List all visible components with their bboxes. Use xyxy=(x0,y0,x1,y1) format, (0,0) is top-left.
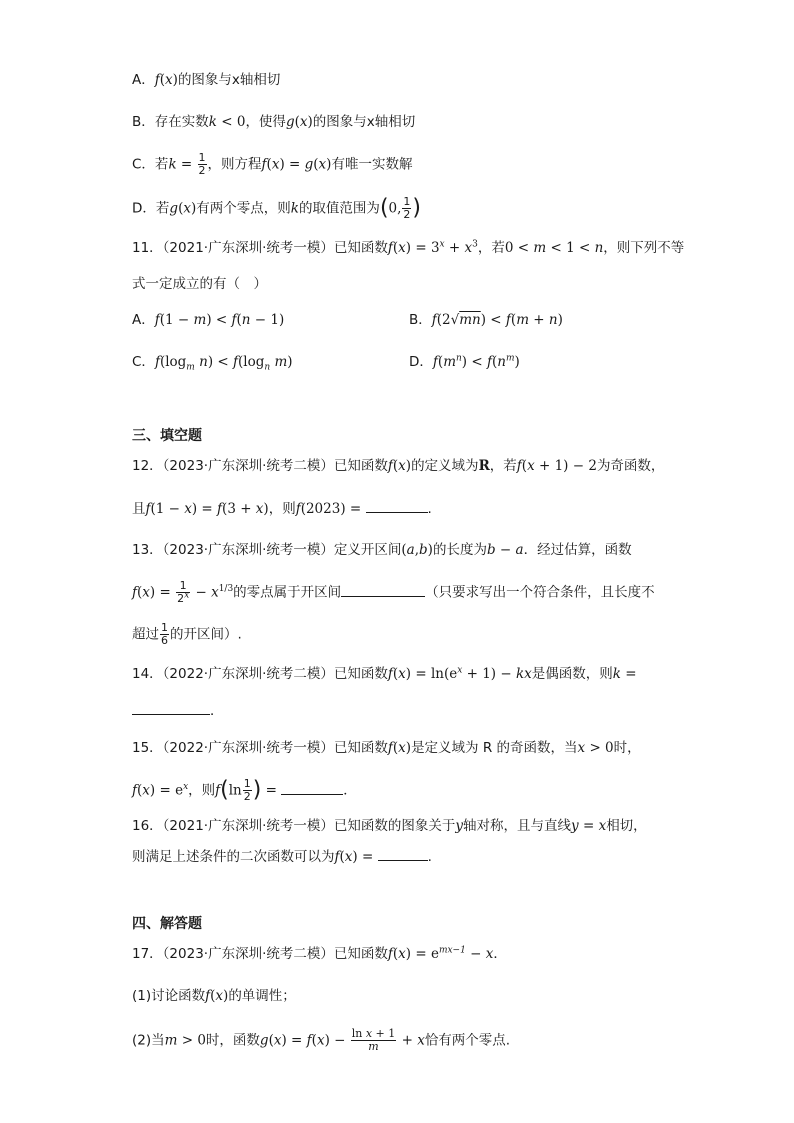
answer-blank[interactable] xyxy=(341,582,425,597)
math-fx: f xyxy=(154,72,160,88)
q13-line3: 超过 $\frac{1}{6}$ 的开区间）. xyxy=(132,621,242,647)
q12-line1: 12．（2023·广东深圳·统考二模）已知函数f(x)的定义域为R，若f(x + 1) − 2为奇函数， xyxy=(132,458,665,474)
q13-line1: 13．（2023·广东深圳·统考一模）定义开区间(a,b)的长度为b − a．经过估算，函数 xyxy=(132,542,632,558)
answer-blank[interactable] xyxy=(281,780,343,795)
q10-option-d: D．若g(x)有两个零点，则k的取值范围为(0, $\frac{1}{2}$ ) xyxy=(132,195,422,221)
q10-option-b: B．存在实数k < 0，使得g(x)的图象与x轴相切 xyxy=(132,114,416,130)
answer-blank[interactable] xyxy=(366,498,428,513)
q15-line2: $f(x) = e^x$，则f(ln $\frac{1}{2}$ ) = ． xyxy=(132,777,357,803)
section-title-fill-in: 三、填空题 xyxy=(132,428,202,444)
q11-stem: 11．（2021·广东深圳·统考一模）已知函数$f(x) = 3^x + x^3$，若0 < m < 1 < n，则下列不等 xyxy=(132,239,685,256)
q11-option-b: B．f(2√mn) < f(m + n) xyxy=(409,312,563,328)
q17-part2: (2)当m > 0时，函数g(x) = f(x) − $\frac{\text{ln x + 1}}{m}$ + x恰有两个零点. xyxy=(132,1027,511,1053)
fraction-one-half: $\frac{1}{2}$ xyxy=(198,151,206,177)
q11-option-a: A．f(1 − m) < f(n − 1) xyxy=(132,312,285,328)
q13-line2: f(x) = $\frac{1}{2^x}$ − $x^{1/3}$的零点属于开区间 （只要求写出一个符合条件，且长度不 xyxy=(132,579,655,605)
q11-stem-line2: 式一定成立的有（ ） xyxy=(132,276,267,292)
answer-blank[interactable] xyxy=(378,846,428,861)
q14-line2: ． xyxy=(132,700,224,721)
q16-line2: 则满足上述条件的二次函数可以为f(x) = . xyxy=(132,846,432,867)
q11-option-d: D．$f(m^n) < f(n^m)$ xyxy=(409,353,520,370)
q15-line1: 15．（2022·广东深圳·统考一模）已知函数f(x)是定义域为 R 的奇函数，当x > 0时， xyxy=(132,740,641,756)
q16-line1: 16．（2021·广东深圳·统考一模）已知函数的图象关于y轴对称，且与直线y = x相切， xyxy=(132,818,647,834)
q14-line1: 14．（2022·广东深圳·统考二模）已知函数$f(x) = \ln(e^x + 1)$ − kx是偶函数，则k = xyxy=(132,665,637,682)
q12-line2: 且f(1 − x) = f(3 + x)，则f(2023) = . xyxy=(132,498,432,519)
section-title-solution: 四、解答题 xyxy=(132,916,202,932)
q10-option-c: C．若k = $\frac{1}{2}$ ，则方程f(x) = g(x)有唯一实数解 xyxy=(132,151,413,177)
q17-stem: 17．（2023·广东深圳·统考二模）已知函数$f(x) = e^{mx-1} - x$． xyxy=(132,945,507,962)
answer-blank[interactable] xyxy=(132,700,210,715)
q17-part1: (1)讨论函数f(x)的单调性； xyxy=(132,988,296,1004)
q10-option-a: A．f(x)的图象与x轴相切 xyxy=(132,72,281,88)
q11-option-c: C．$f(\log_m$ $n) < f(\log_n$ m) xyxy=(132,354,293,373)
